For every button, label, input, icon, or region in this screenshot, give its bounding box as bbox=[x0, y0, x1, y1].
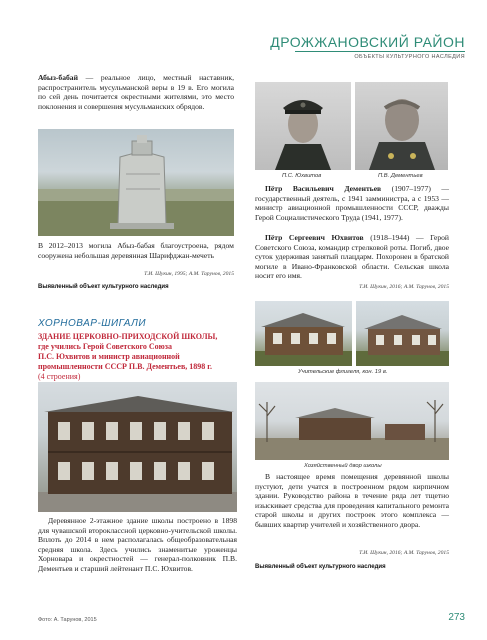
teacher-wing-caption: Учительские флигеля, кон. 19 в. bbox=[298, 369, 388, 375]
dementyev-portrait-image bbox=[355, 82, 448, 170]
dementyev-text: (1907–1977) — государственный деятель, с 1941 замминистра, а с 1953 — министр авиационной промышленности СССР, дважды Герой Социалистического Труда (1941, 1977). bbox=[255, 184, 449, 222]
abyz-name: Абыз-бабай bbox=[38, 73, 78, 82]
dementyev-portrait bbox=[355, 82, 448, 170]
grave-description: В 2012–2013 могила Абыз-бабая благоустроена, рядом сооружена небольшая деревянная Шарифджан-мечеть bbox=[38, 241, 234, 260]
heritage-line-3: П.С. Юхвитов и министр авиационной bbox=[38, 352, 180, 361]
grave-illustration bbox=[38, 129, 234, 236]
dementyev-bio bbox=[255, 184, 449, 222]
heritage-line-2: где учились Герой Советского Союза bbox=[38, 342, 172, 351]
school-current-text: В настоящее время помещения деревянной школы пустуют, дети учатся в построенном рядом кирпичном здании. Руководство района в течение ряда лет тщетно изыскивает средства для проведения капитального ремонта старой школы и других построек этого комплекса — бывших квартир учителей и хозяйственного двора. bbox=[255, 472, 449, 529]
yukhvitov-caption: П.С. Юхвитов bbox=[282, 173, 322, 179]
yukhvitov-bio bbox=[255, 233, 449, 281]
teacher-wing-photo-2 bbox=[356, 301, 449, 366]
teacher-wing-illustration-1 bbox=[255, 301, 352, 366]
yukhvitov-name: Пётр Сергеевич Юхвитов bbox=[265, 233, 364, 242]
school-history-text: Деревянное 2-этажное здание школы построено в 1898 для чувашской второклассной церковно-учительской школы. Вплоть до 2014 в нем располагалась общеобразовательная средняя школа. Здесь учились знаменитые уроженцы Хорновара и окрестностей — генерал-полковник П.В. Дементьев и старший лейтенант П.С. Юхвитов. bbox=[38, 516, 237, 573]
heritage-line-1: ЗДАНИЕ ЦЕРКОВНО-ПРИХОДСКОЙ ШКОЛЫ, bbox=[38, 332, 218, 341]
dementyev-name: Пётр Васильевич Дементьев bbox=[265, 184, 382, 193]
footer-photo-credit: Фото: А. Тарунов, 2015 bbox=[38, 617, 97, 623]
school-building-photo bbox=[38, 382, 237, 512]
teacher-wing-photo-1 bbox=[255, 301, 352, 366]
yukhvitov-text: (1918–1944) — Герой Советского Союза, командир стрелковой роты. Погиб, двое суток удерживая занятый плацдарм. Похоронен в братской могиле в Ивано-Франковской области. Сельская школа носит его имя. bbox=[255, 233, 449, 281]
heritage-note: (4 строения) bbox=[38, 372, 81, 381]
bio-photo-credit: Т.И. Шукин, 2016; А.М. Тарунов, 2015 bbox=[359, 284, 449, 290]
heritage-line-4: промышленности СССР П.В. Дементьев, 1898 г. bbox=[38, 362, 213, 371]
school-yard-photo bbox=[255, 382, 449, 460]
region-title: ДРОЖЖАНОВСКИЙ РАЙОН bbox=[270, 34, 465, 50]
section-subtitle: ОБЪЕКТЫ КУЛЬТУРНОГО НАСЛЕДИЯ bbox=[354, 54, 465, 60]
village-title: ХОРНОВАР-ШИГАЛИ bbox=[38, 318, 146, 329]
school-yard-illustration bbox=[255, 382, 449, 460]
abyz-paragraph bbox=[38, 73, 234, 111]
dementyev-caption: П.В. Дементьев bbox=[378, 173, 423, 179]
header-divider bbox=[295, 51, 465, 52]
teacher-wing-illustration-2 bbox=[356, 301, 449, 366]
grave-photo bbox=[38, 129, 234, 236]
school-yard-caption: Хозяйственный двор школы bbox=[304, 463, 382, 469]
yukhvitov-portrait-image bbox=[255, 82, 351, 170]
yukhvitov-portrait bbox=[255, 82, 351, 170]
abyz-photo-credit: Т.И. Шукин, 1995; А.М. Тарунов, 2015 bbox=[144, 271, 234, 277]
page-number: 273 bbox=[448, 612, 465, 623]
heritage-title bbox=[38, 332, 238, 382]
school-building-illustration bbox=[38, 382, 237, 512]
school-photo-credit: Т.И. Шукин, 2016; А.М. Тарунов, 2015 bbox=[359, 550, 449, 556]
abyz-object-label: Выявленный объект культурного наследия bbox=[38, 284, 169, 290]
school-object-label: Выявленный объект культурного наследия bbox=[255, 564, 386, 570]
abyz-description: — реальное лицо, местный наставник, распространитель мусульманской веры в 19 в. Его могила по сей день почитается окрестными жителями, это место поклонения и совершения мусульманских обрядов. bbox=[38, 73, 234, 111]
